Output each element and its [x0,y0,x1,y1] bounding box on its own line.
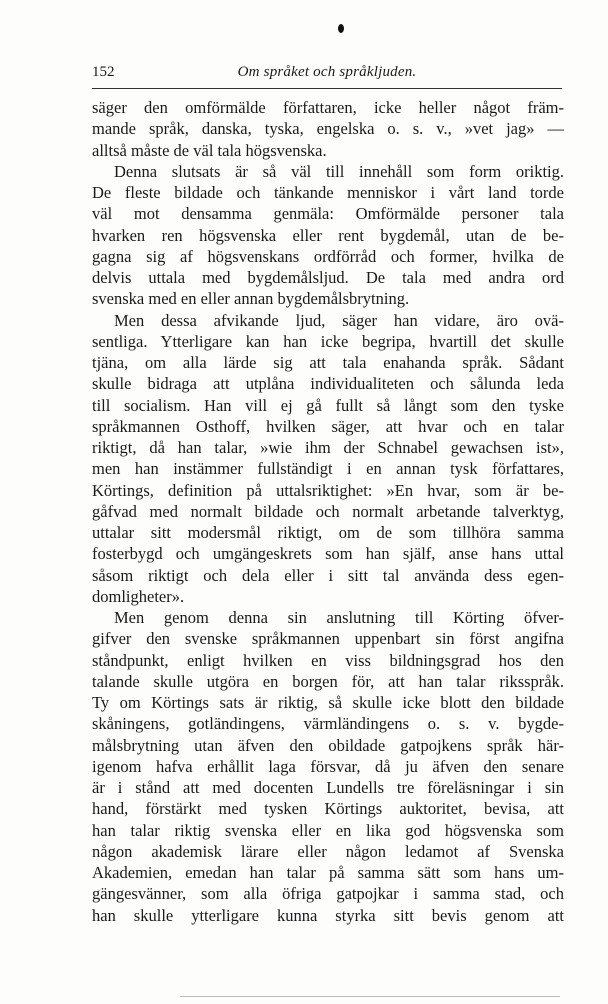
page-header [92,64,562,84]
text-line: säger den omförmälde författaren, icke heller något främ- [92,98,564,117]
text-line: riktigt, då han talar, »wie ihm der Schnabel gewachsen ist», [92,438,564,457]
text-line: mande språk, danska, tyska, engelska o. s. v., »vet jag» — [92,119,564,139]
text-line: till socialism. Han vill ej gå fullt så långt som den tyske [92,395,564,415]
text-line: gängesvänner, som alla öfriga gatpojkar i samma stad, och [92,884,564,904]
text-line: han talar riktig svenska eller en lika god högsvenska som [92,820,564,840]
text-line: Körtings, definition på uttalsriktighet: »En hvar, som är be- [92,480,564,500]
text-line: ståndpunkt, enligt hvilken en viss bildningsgrad hos den [92,650,564,670]
text-line: språkmannen Osthoff, hvilken säger, att hvar och en talar [92,416,564,436]
text-line: han skulle ytterligare kunna styrka sitt bevis genom att [92,905,564,925]
text-line: gåfvad med normalt bildade och normalt arbetande talverktyg, [92,501,564,521]
text-line: men han instämmer fullständigt i en annan tysk författares, [92,459,564,479]
text-line: tjäna, om alla lärde sig att tala enahanda språk. Sådant [92,353,564,372]
header-rule [92,88,562,89]
text-line: Men genom denna sin anslutning till Körting öfver- [114,608,564,627]
page-bottom-edge [180,996,560,997]
text-line: hand, förstärkt med tysken Körtings auktoritet, bevisa, att [92,799,564,819]
text-line: svenska med en eller annan bygdemålsbrytning. [92,289,410,309]
text-line: gifver den svenske språkmannen uppenbart sin först angifna [92,629,564,649]
text-line: målsbrytning utan äfven den obildade gatpojkens språk här- [92,735,564,755]
text-line: igenom hafva erhållit laga försvar, då ju äfven den senare [92,756,564,776]
text-line: sentliga. Ytterligare kan han icke begripa, hvartill det skulle [92,331,564,351]
text-line: alltså måste de väl tala högsvenska. [92,140,327,160]
text-line: någon akademisk lärare eller någon ledamot af Svenska [92,841,564,861]
ink-speck [338,24,344,33]
text-line: gagna sig af högsvenskans ordförråd och former, hvilka de [92,246,564,266]
text-line: Men dessa afvikande ljud, säger han vidare, äro ovä- [114,310,564,330]
text-line: Denna slutsats är så väl till innehåll som form oriktig. [114,161,564,181]
text-line: Ty om Körtings sats är riktig, så skulle icke blott den bildade [92,693,564,712]
text-line: De fleste bildade och tänkande menniskor i vårt land torde [92,183,564,202]
page-number: 152 [92,64,115,80]
text-line: uttalar sitt modersmål riktigt, om de som tillhöra samma [92,523,564,542]
text-line: väl mot densamma genmäla: Omförmälde personer tala [92,204,564,224]
body-text [92,97,564,926]
running-title: Om språket och språkljuden. [237,64,417,80]
text-line: skulle bidraga att utplåna individualiteten och sålunda leda [92,374,564,394]
text-line: skåningens, gotländingens, värmländingens o. s. v. bygde- [92,714,564,734]
text-line: Akademien, emedan han talar på samma sätt som hans um- [92,863,564,882]
text-line: delvis uttala med bygdemålsljud. De tala med andra ord [92,268,564,287]
text-line: domligheter». [92,586,185,606]
text-line: såsom riktigt och dela eller i sitt tal använda dess egen- [92,565,564,585]
text-line: hvarken ren högsvenska eller rent bygdemål, utan de be- [92,225,564,245]
text-line: talande skulle utgöra en borgen för, att han talar riksspråk. [92,671,564,691]
text-line: fosterbygd och umgängeskrets som han själf, anse hans uttal [92,544,564,564]
text-line: är i stånd att med docenten Lundells tre föreläsningar i sin [92,778,564,797]
